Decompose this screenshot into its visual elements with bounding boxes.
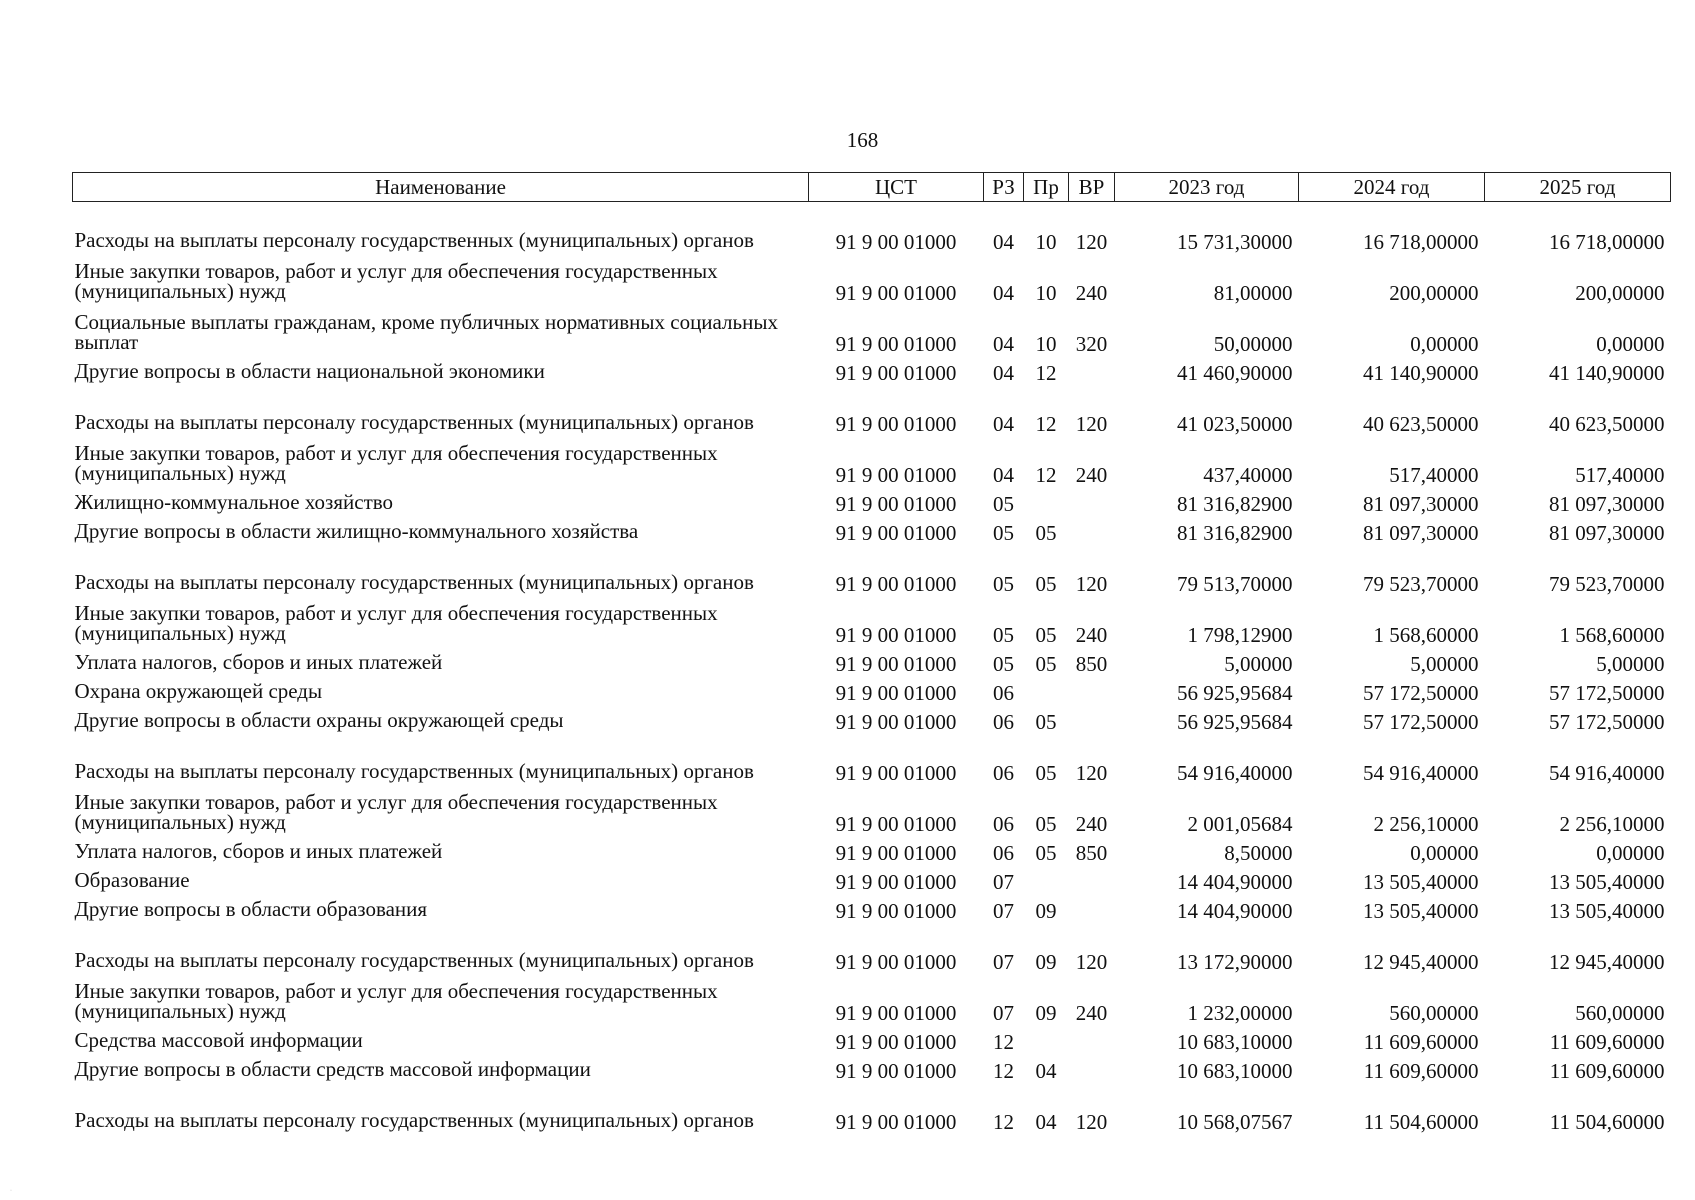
cell-pr — [1024, 675, 1069, 704]
cell-2025: 41 140,90000 — [1549, 361, 1665, 385]
cell-rz: 04 — [993, 281, 1014, 305]
cell-rz: 07 — [993, 950, 1014, 974]
footer-mark: · — [10, 1188, 12, 1194]
cell-2025: 200,00000 — [1575, 281, 1665, 305]
cell-2023: 54 916,40000 — [1177, 761, 1293, 785]
header-2023: 2023 год — [1115, 173, 1299, 202]
cell-2024: 12 945,40000 — [1363, 950, 1479, 974]
cell-2023: 1 232,00000 — [1187, 1001, 1293, 1025]
cell-2025: 2 256,10000 — [1559, 812, 1665, 836]
cell-pr: 12 — [1035, 412, 1057, 436]
cell-vr — [1069, 355, 1115, 384]
cell-vr: 240 — [1075, 623, 1108, 647]
cell-2025: 81 097,30000 — [1549, 492, 1665, 516]
cell-2024: 13 505,40000 — [1363, 870, 1479, 894]
cell-2023: 81 316,82900 — [1177, 492, 1293, 516]
cell-2025: 79 523,70000 — [1549, 572, 1665, 596]
cell-2024: 11 609,60000 — [1363, 1030, 1479, 1054]
cell-pr — [1024, 864, 1069, 893]
cell-pr: 05 — [1035, 710, 1057, 734]
header-cst: ЦСТ — [809, 173, 984, 202]
cell-2024: 1 568,60000 — [1373, 623, 1479, 647]
cell-name: Социальные выплаты гражданам, кроме публичных нормативных социальных выплат — [74, 310, 778, 354]
cell-2023: 8,50000 — [1224, 841, 1293, 865]
cell-name: Другие вопросы в области образования — [74, 897, 428, 921]
cell-2024: 54 916,40000 — [1363, 761, 1479, 785]
cell-2023: 10 568,07567 — [1177, 1110, 1293, 1134]
table-row — [73, 1024, 1671, 1053]
cell-2024: 81 097,30000 — [1363, 521, 1479, 545]
table-row — [73, 864, 1671, 893]
cell-vr: 850 — [1075, 652, 1108, 676]
cell-cst: 91 9 00 01000 — [835, 463, 957, 487]
cell-2024: 0,00000 — [1410, 841, 1479, 865]
cell-2024: 11 504,60000 — [1363, 1110, 1479, 1134]
cell-cst: 91 9 00 01000 — [835, 361, 957, 385]
cell-2025: 13 505,40000 — [1549, 899, 1665, 923]
table-row — [73, 646, 1671, 675]
cell-cst: 91 9 00 01000 — [835, 652, 957, 676]
cell-rz: 04 — [993, 463, 1014, 487]
cell-name: Другие вопросы в области средств массовой информации — [74, 1057, 591, 1081]
cell-rz: 06 — [993, 710, 1014, 734]
cell-2025: 16 718,00000 — [1549, 230, 1665, 254]
cell-pr: 04 — [1035, 1110, 1057, 1134]
cell-name: Охрана окружающей среды — [74, 679, 323, 703]
cell-cst: 91 9 00 01000 — [835, 899, 957, 923]
cell-cst: 91 9 00 01000 — [835, 870, 957, 894]
cell-vr — [1069, 486, 1115, 515]
table-row — [73, 922, 1671, 973]
cell-pr: 12 — [1035, 361, 1057, 385]
cell-vr — [1069, 864, 1115, 893]
cell-name: Уплата налогов, сборов и иных платежей — [74, 839, 443, 863]
cell-vr: 120 — [1075, 412, 1108, 436]
cell-2023: 14 404,90000 — [1177, 899, 1293, 923]
table-row — [73, 486, 1671, 515]
cell-2025: 0,00000 — [1596, 332, 1665, 356]
cell-name: Другие вопросы в области охраны окружающей среды — [74, 708, 564, 732]
table-row — [73, 704, 1671, 733]
cell-2024: 57 172,50000 — [1363, 710, 1479, 734]
cell-rz: 05 — [993, 572, 1014, 596]
cell-cst: 91 9 00 01000 — [835, 841, 957, 865]
cell-rz: 12 — [993, 1059, 1014, 1083]
cell-vr — [1069, 515, 1115, 544]
cell-rz: 04 — [993, 230, 1014, 254]
cell-pr: 10 — [1035, 281, 1057, 305]
cell-pr: 12 — [1035, 463, 1057, 487]
cell-pr: 05 — [1035, 623, 1057, 647]
cell-name: Образование — [74, 868, 190, 892]
cell-pr: 05 — [1035, 572, 1057, 596]
cell-2023: 2 001,05684 — [1187, 812, 1293, 836]
cell-name: Средства массовой информации — [74, 1028, 363, 1052]
table-row — [73, 835, 1671, 864]
cell-rz: 07 — [993, 870, 1014, 894]
header-rz: РЗ — [984, 173, 1024, 202]
cell-2025: 81 097,30000 — [1549, 521, 1665, 545]
cell-2023: 41 023,50000 — [1177, 412, 1293, 436]
header-pr: Пр — [1024, 173, 1069, 202]
cell-cst: 91 9 00 01000 — [835, 623, 957, 647]
header-2025: 2025 год — [1485, 173, 1671, 202]
cell-2025: 1 568,60000 — [1559, 623, 1665, 647]
cell-rz: 05 — [993, 652, 1014, 676]
table-row — [73, 515, 1671, 544]
table-row — [73, 973, 1671, 1024]
table-row — [73, 1053, 1671, 1082]
cell-pr: 09 — [1035, 899, 1057, 923]
cell-2025: 13 505,40000 — [1549, 870, 1665, 894]
cell-cst: 91 9 00 01000 — [835, 812, 957, 836]
cell-vr: 120 — [1075, 572, 1108, 596]
cell-2025: 5,00000 — [1596, 652, 1665, 676]
cell-cst: 91 9 00 01000 — [835, 710, 957, 734]
cell-pr: 09 — [1035, 950, 1057, 974]
cell-2023: 79 513,70000 — [1177, 572, 1293, 596]
cell-rz: 04 — [993, 361, 1014, 385]
cell-2024: 41 140,90000 — [1363, 361, 1479, 385]
cell-2025: 40 623,50000 — [1549, 412, 1665, 436]
cell-2025: 517,40000 — [1575, 463, 1665, 487]
table-row — [73, 784, 1671, 835]
cell-cst: 91 9 00 01000 — [835, 950, 957, 974]
cell-cst: 91 9 00 01000 — [835, 521, 957, 545]
cell-2023: 10 683,10000 — [1177, 1059, 1293, 1083]
table-row — [73, 733, 1671, 784]
cell-name: Иные закупки товаров, работ и услуг для обеспечения государственных (муниципальных) нужд — [74, 441, 718, 485]
table-row — [73, 1082, 1671, 1133]
cell-2024: 2 256,10000 — [1373, 812, 1479, 836]
cell-pr: 10 — [1035, 230, 1057, 254]
table-row — [73, 675, 1671, 704]
cell-name: Иные закупки товаров, работ и услуг для обеспечения государственных (муниципальных) нужд — [74, 790, 718, 834]
cell-rz: 04 — [993, 332, 1014, 356]
cell-name: Расходы на выплаты персоналу государственных (муниципальных) органов — [74, 1108, 754, 1132]
cell-name: Иные закупки товаров, работ и услуг для обеспечения государственных (муниципальных) нужд — [74, 259, 718, 303]
cell-name: Жилищно-коммунальное хозяйство — [74, 490, 394, 514]
cell-2024: 13 505,40000 — [1363, 899, 1479, 923]
cell-2024: 5,00000 — [1410, 652, 1479, 676]
cell-rz: 05 — [993, 521, 1014, 545]
cell-vr: 240 — [1075, 1001, 1108, 1025]
cell-2025: 12 945,40000 — [1549, 950, 1665, 974]
cell-2025: 57 172,50000 — [1549, 681, 1665, 705]
cell-name: Другие вопросы в области национальной экономики — [74, 359, 545, 383]
cell-2024: 16 718,00000 — [1363, 230, 1479, 254]
cell-vr: 120 — [1075, 1110, 1108, 1134]
table-row — [73, 202, 1671, 254]
cell-name: Расходы на выплаты персоналу государственных (муниципальных) органов — [74, 948, 754, 972]
cell-2023: 56 925,95684 — [1177, 710, 1293, 734]
cell-2023: 41 460,90000 — [1177, 361, 1293, 385]
cell-pr: 05 — [1035, 841, 1057, 865]
cell-name: Расходы на выплаты персоналу государственных (муниципальных) органов — [74, 570, 754, 594]
cell-vr — [1069, 1053, 1115, 1082]
header-2024: 2024 год — [1299, 173, 1485, 202]
cell-rz: 06 — [993, 812, 1014, 836]
cell-pr: 05 — [1035, 761, 1057, 785]
header-name: Наименование — [73, 173, 809, 202]
table-row — [73, 355, 1671, 384]
cell-2023: 437,40000 — [1203, 463, 1293, 487]
table-body — [73, 202, 1671, 1134]
cell-2023: 50,00000 — [1213, 332, 1293, 356]
cell-vr: 240 — [1075, 281, 1108, 305]
cell-vr — [1069, 1024, 1115, 1053]
cell-2024: 11 609,60000 — [1363, 1059, 1479, 1083]
cell-vr: 240 — [1075, 812, 1108, 836]
cell-pr — [1024, 486, 1069, 515]
cell-cst: 91 9 00 01000 — [835, 761, 957, 785]
cell-pr: 05 — [1035, 521, 1057, 545]
cell-cst: 91 9 00 01000 — [835, 1001, 957, 1025]
cell-cst: 91 9 00 01000 — [835, 681, 957, 705]
budget-table — [72, 172, 1671, 1133]
cell-2023: 5,00000 — [1224, 652, 1293, 676]
cell-vr: 320 — [1075, 332, 1108, 356]
cell-cst: 91 9 00 01000 — [835, 492, 957, 516]
table-row — [73, 384, 1671, 435]
cell-pr: 10 — [1035, 332, 1057, 356]
cell-pr: 09 — [1035, 1001, 1057, 1025]
cell-2024: 40 623,50000 — [1363, 412, 1479, 436]
cell-pr: 05 — [1035, 652, 1057, 676]
table-row — [73, 435, 1671, 486]
table-header — [73, 173, 1671, 202]
cell-rz: 06 — [993, 761, 1014, 785]
cell-2023: 10 683,10000 — [1177, 1030, 1293, 1054]
cell-vr: 120 — [1075, 761, 1108, 785]
cell-2025: 57 172,50000 — [1549, 710, 1665, 734]
table-row — [73, 595, 1671, 646]
cell-2023: 1 798,12900 — [1187, 623, 1293, 647]
cell-2024: 81 097,30000 — [1363, 492, 1479, 516]
cell-name: Расходы на выплаты персоналу государственных (муниципальных) органов — [74, 759, 754, 783]
table-row — [73, 253, 1671, 304]
cell-vr — [1069, 704, 1115, 733]
cell-cst: 91 9 00 01000 — [835, 1030, 957, 1054]
cell-2023: 81 316,82900 — [1177, 521, 1293, 545]
cell-2023: 14 404,90000 — [1177, 870, 1293, 894]
header-vr: ВР — [1069, 173, 1115, 202]
cell-vr — [1069, 675, 1115, 704]
cell-rz: 05 — [993, 623, 1014, 647]
cell-pr — [1024, 1024, 1069, 1053]
cell-cst: 91 9 00 01000 — [835, 332, 957, 356]
cell-vr: 240 — [1075, 463, 1108, 487]
cell-rz: 12 — [993, 1030, 1014, 1054]
cell-2024: 79 523,70000 — [1363, 572, 1479, 596]
cell-2024: 57 172,50000 — [1363, 681, 1479, 705]
cell-2024: 517,40000 — [1389, 463, 1479, 487]
cell-cst: 91 9 00 01000 — [835, 1059, 957, 1083]
cell-name: Уплата налогов, сборов и иных платежей — [74, 650, 443, 674]
cell-2023: 15 731,30000 — [1177, 230, 1293, 254]
cell-rz: 12 — [993, 1110, 1014, 1134]
cell-vr: 120 — [1075, 950, 1108, 974]
cell-cst: 91 9 00 01000 — [835, 1110, 957, 1134]
cell-pr: 04 — [1035, 1059, 1057, 1083]
cell-vr — [1069, 893, 1115, 922]
cell-2025: 0,00000 — [1596, 841, 1665, 865]
cell-rz: 07 — [993, 1001, 1014, 1025]
cell-2023: 81,00000 — [1213, 281, 1293, 305]
cell-cst: 91 9 00 01000 — [835, 230, 957, 254]
cell-pr: 05 — [1035, 812, 1057, 836]
cell-2024: 560,00000 — [1389, 1001, 1479, 1025]
cell-2025: 11 609,60000 — [1549, 1030, 1665, 1054]
cell-2025: 11 504,60000 — [1549, 1110, 1665, 1134]
cell-2023: 56 925,95684 — [1177, 681, 1293, 705]
cell-name: Иные закупки товаров, работ и услуг для обеспечения государственных (муниципальных) нужд — [74, 979, 718, 1023]
cell-name: Расходы на выплаты персоналу государственных (муниципальных) органов — [74, 228, 754, 252]
cell-2024: 200,00000 — [1389, 281, 1479, 305]
cell-vr: 850 — [1075, 841, 1108, 865]
cell-2025: 11 609,60000 — [1549, 1059, 1665, 1083]
cell-cst: 91 9 00 01000 — [835, 281, 957, 305]
cell-2025: 560,00000 — [1575, 1001, 1665, 1025]
cell-cst: 91 9 00 01000 — [835, 572, 957, 596]
cell-vr: 120 — [1075, 230, 1108, 254]
cell-name: Иные закупки товаров, работ и услуг для обеспечения государственных (муниципальных) нужд — [74, 601, 718, 645]
table-row — [73, 893, 1671, 922]
cell-name: Расходы на выплаты персоналу государственных (муниципальных) органов — [74, 410, 754, 434]
cell-rz: 07 — [993, 899, 1014, 923]
table-row — [73, 304, 1671, 355]
cell-name: Другие вопросы в области жилищно-коммунального хозяйства — [74, 519, 639, 543]
cell-rz: 06 — [993, 681, 1014, 705]
cell-rz: 05 — [993, 492, 1014, 516]
cell-rz: 06 — [993, 841, 1014, 865]
page-number: 168 — [846, 128, 879, 152]
cell-2023: 13 172,90000 — [1177, 950, 1293, 974]
cell-2025: 54 916,40000 — [1549, 761, 1665, 785]
cell-rz: 04 — [993, 412, 1014, 436]
cell-cst: 91 9 00 01000 — [835, 412, 957, 436]
cell-2024: 0,00000 — [1410, 332, 1479, 356]
table-row — [73, 544, 1671, 595]
